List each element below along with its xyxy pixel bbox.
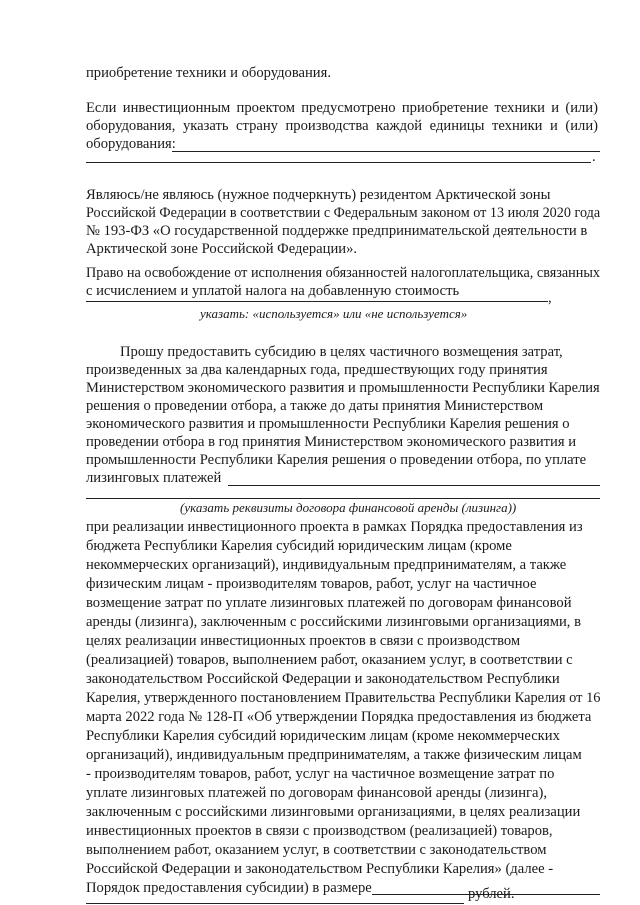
- text-line: (реализацией) товаров, выполнением работ, оказанием услуг, в соответствии с: [86, 652, 573, 668]
- field-caption: (указать реквизиты договора финансовой аренды (лизинга)): [180, 500, 517, 515]
- text-line: при реализации инвестиционного проекта в рамках Порядка предоставления из: [86, 519, 583, 535]
- fill-in-line[interactable]: [86, 301, 548, 302]
- text-line: возмещение затрат по уплате лизинговых платежей по договорам финансовой: [86, 595, 572, 611]
- text-line: аренды (лизинга), заключенным с российскими лизинговыми организациями, в: [86, 614, 581, 630]
- text-line: приобретение техники и оборудования.: [86, 65, 331, 81]
- fill-in-line[interactable]: [86, 903, 464, 904]
- fill-in-line[interactable]: [86, 162, 591, 163]
- fill-in-line[interactable]: [228, 485, 600, 486]
- text-line: уплате лизинговых платежей по договорам финансовой аренды (лизинга),: [86, 785, 547, 801]
- text-line: Российской Федерации в соответствии с Федеральным законом от 13 июля 2020 года: [86, 205, 601, 221]
- text-line: лизинговых платежей: [86, 470, 222, 486]
- text-line: Порядок предоставления субсидии) в размере: [86, 880, 372, 896]
- text-line: Если инвестиционным проектом предусмотрено приобретение техники и (или): [86, 100, 598, 116]
- text-line: Арктической зоне Российской Федерации».: [86, 241, 358, 257]
- text-line: целях реализации инвестиционных проектов в связи с производством: [86, 633, 521, 649]
- text-line: некоммерческих организаций), индивидуальным предпринимателям, а также: [86, 557, 567, 573]
- text-line: Министерством экономического развития и промышленности Республики Карелия: [86, 380, 600, 396]
- text-line: законодательством Российской Федерации и законодательством Республики: [86, 671, 560, 687]
- text-line: проведении отбора в год принятия Министерством экономического развития и: [86, 434, 577, 450]
- field-caption: указать: «используется» или «не используется»: [200, 306, 468, 321]
- text-line: - производителям товаров, работ, услуг на частичное возмещение затрат по: [86, 766, 555, 782]
- text-line: оборудования:: [86, 136, 176, 152]
- text-line: оборудования, указать страну производства каждой единицы техники и (или): [86, 118, 598, 134]
- text-line: № 193-ФЗ «О государственной поддержке предпринимательской деятельности в: [86, 223, 588, 239]
- text-line: Российской Федерации и законодательством Республики Карелия» (далее -: [86, 861, 554, 877]
- text-line: произведенных за два календарных года, предшествующих году принятия: [86, 362, 548, 378]
- text-line: марта 2022 года № 128-П «Об утверждении Порядка предоставления из бюджета: [86, 709, 592, 725]
- text-line: Право на освобождение от исполнения обязанностей налогоплательщика, связанных: [86, 265, 601, 281]
- text-line: выполнением работ, оказанием услуг, в соответствии с законодательством: [86, 842, 547, 858]
- text-line: организаций), индивидуальным предпринимателям, а также физическим лицам: [86, 747, 582, 763]
- text-line: бюджета Республики Карелия субсидий юридическим лицам (кроме: [86, 538, 512, 554]
- text-line: инвестиционных проектов в связи с производством (реализацией) товаров,: [86, 823, 553, 839]
- text-line: ,: [548, 290, 552, 306]
- text-line: экономического развития и промышленности Республики Карелия решения о: [86, 416, 570, 432]
- text-line: с исчислением и уплатой налога на добавленную стоимость: [86, 283, 460, 299]
- text-line: .: [592, 149, 596, 165]
- text-line: Республики Карелия субсидий юридическим лицам (кроме некоммерческих: [86, 728, 560, 744]
- text-line: рублей.: [468, 886, 515, 902]
- text-line: Являюсь/не являюсь (нужное подчеркнуть) резидентом Арктической зоны: [86, 187, 551, 203]
- text-line: промышленности Республики Карелия решения о проведении отбора, по уплате: [86, 452, 587, 468]
- fill-in-line[interactable]: [172, 151, 600, 152]
- text-line: решения о проведении отбора, а также до даты принятия Министерством: [86, 398, 544, 414]
- text-line: физическим лицам - производителям товаров, работ, услуг на частичное: [86, 576, 537, 592]
- text-line: заключенным с российскими лизинговыми организациями, в целях реализации: [86, 804, 581, 820]
- text-line: Прошу предоставить субсидию в целях частичного возмещения затрат,: [120, 344, 563, 360]
- text-line: Карелия, утвержденного постановлением Правительства Республики Карелия от 16: [86, 690, 601, 706]
